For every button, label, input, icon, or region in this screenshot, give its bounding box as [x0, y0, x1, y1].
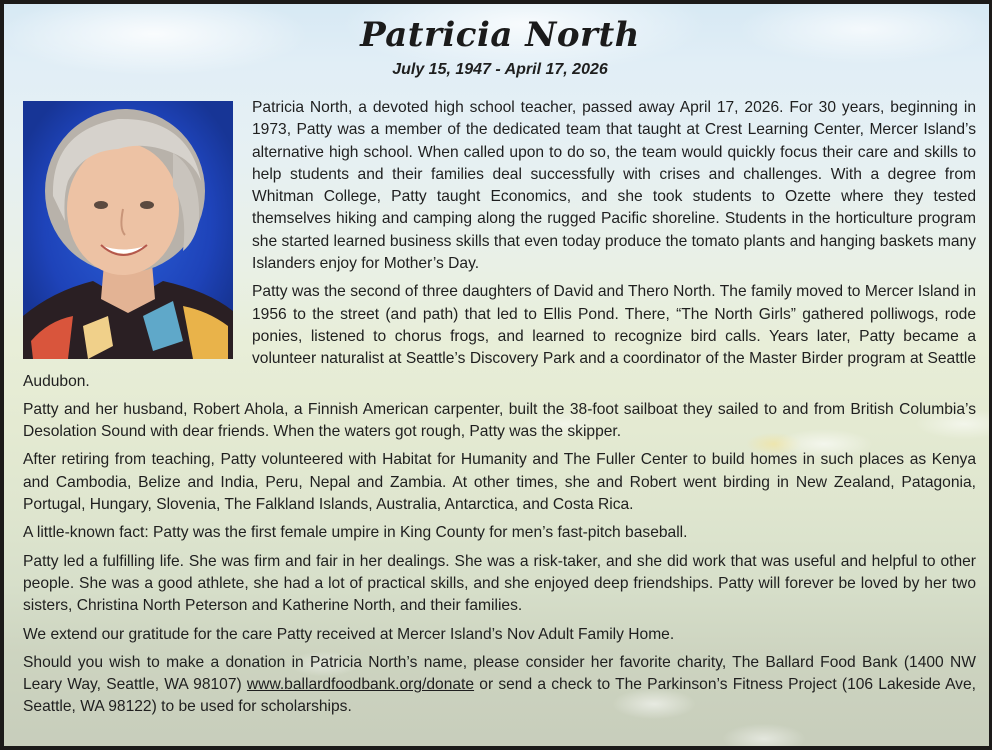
photo-spacer — [23, 97, 252, 365]
paragraph-volunteering: After retiring from teaching, Patty volunteered with Habitat for Humanity and The Fuller Center to build homes in such places as Kenya and Cambodia, Belize and India, Peru, Nepal and Zambia. At other times, she and Robert went birding in New Zealand, Patagonia, Portugal, Hungary, Slovenia, The Falkland Islands, Australia, Antarctica, and Costa Rica. — [23, 451, 976, 514]
donation-text-after: or send a check to The Parkinson’s Fitness Project (106 Lakeside Ave, Seattle, WA 98122) to be used for scholarships. — [23, 676, 976, 716]
paragraph-family: Patty was the second of three daughters of David and Thero North. The family moved to Mercer Island in 1956 to the street (and path) that led to Ellis Pond. There, “The North Girls” gathered polliwogs, rode ponies, listened to chorus frogs, and learned to recognize bird calls. Years later, Patty became a volunteer naturalist at Seattle’s Discovery Park and a coordinator of the Master Birder program at Seattle Audubon. — [23, 283, 976, 390]
obituary-body — [23, 97, 976, 725]
life-dates: July 15, 1947 - April 17, 2026 — [392, 61, 608, 78]
paragraph-career: Patricia North, a devoted high school teacher, passed away April 17, 2026. For 30 years, beginning in 1973, Patty was a member of the dedicated team that taught at Crest Learning Center, Mercer Island’s alternative high school. When called upon to do so, the team would quickly focus their care and skills to help students and their families deal successfully with crises and challenges. With a degree from Whitman College, Patty taught Economics, and she took students to Ozette where they tested themselves hiking and camping along the rugged Pacific shoreline. Students in the horticulture program she started learned business skills that even today produce the tomato plants and hanging baskets many Islanders enjoy for Mother’s Day. — [252, 99, 976, 273]
paragraph-life: Patty led a fulfilling life. She was firm and fair in her dealings. She was a risk-taker, and she did work that was useful and helpful to other people. She was a good athlete, she had a lot of practical skills, and she enjoyed deep friendships. Patty will forever be loved by her two sisters, Christina North Peterson and Katherine North, and their families. — [23, 552, 976, 615]
donation-link[interactable]: www.ballardfoodbank.org/donate — [246, 676, 475, 694]
deceased-name: Patricia North — [360, 15, 640, 55]
paragraph-donation — [23, 652, 976, 719]
donation-text-before: Should you wish to make a donation in Patricia North’s name, please consider her favorite charity, The Ballard Food Bank (1400 NW Leary Way, Seattle, WA 98107) — [23, 653, 976, 694]
header — [4, 12, 992, 81]
paragraph-sailing: Patty and her husband, Robert Ahola, a Finnish American carpenter, built the 38-foot sailboat they sailed to and from British Columbia’s Desolation Sound with dear friends. When the waters got rough, Patty was the skipper. — [23, 400, 976, 441]
paragraph-gratitude: We extend our gratitude for the care Patty received at Mercer Island’s Nov Adult Family Home. — [23, 625, 675, 643]
paragraph-fact: A little-known fact: Patty was the first female umpire in King County for men’s fast-pitch baseball. — [23, 524, 688, 542]
